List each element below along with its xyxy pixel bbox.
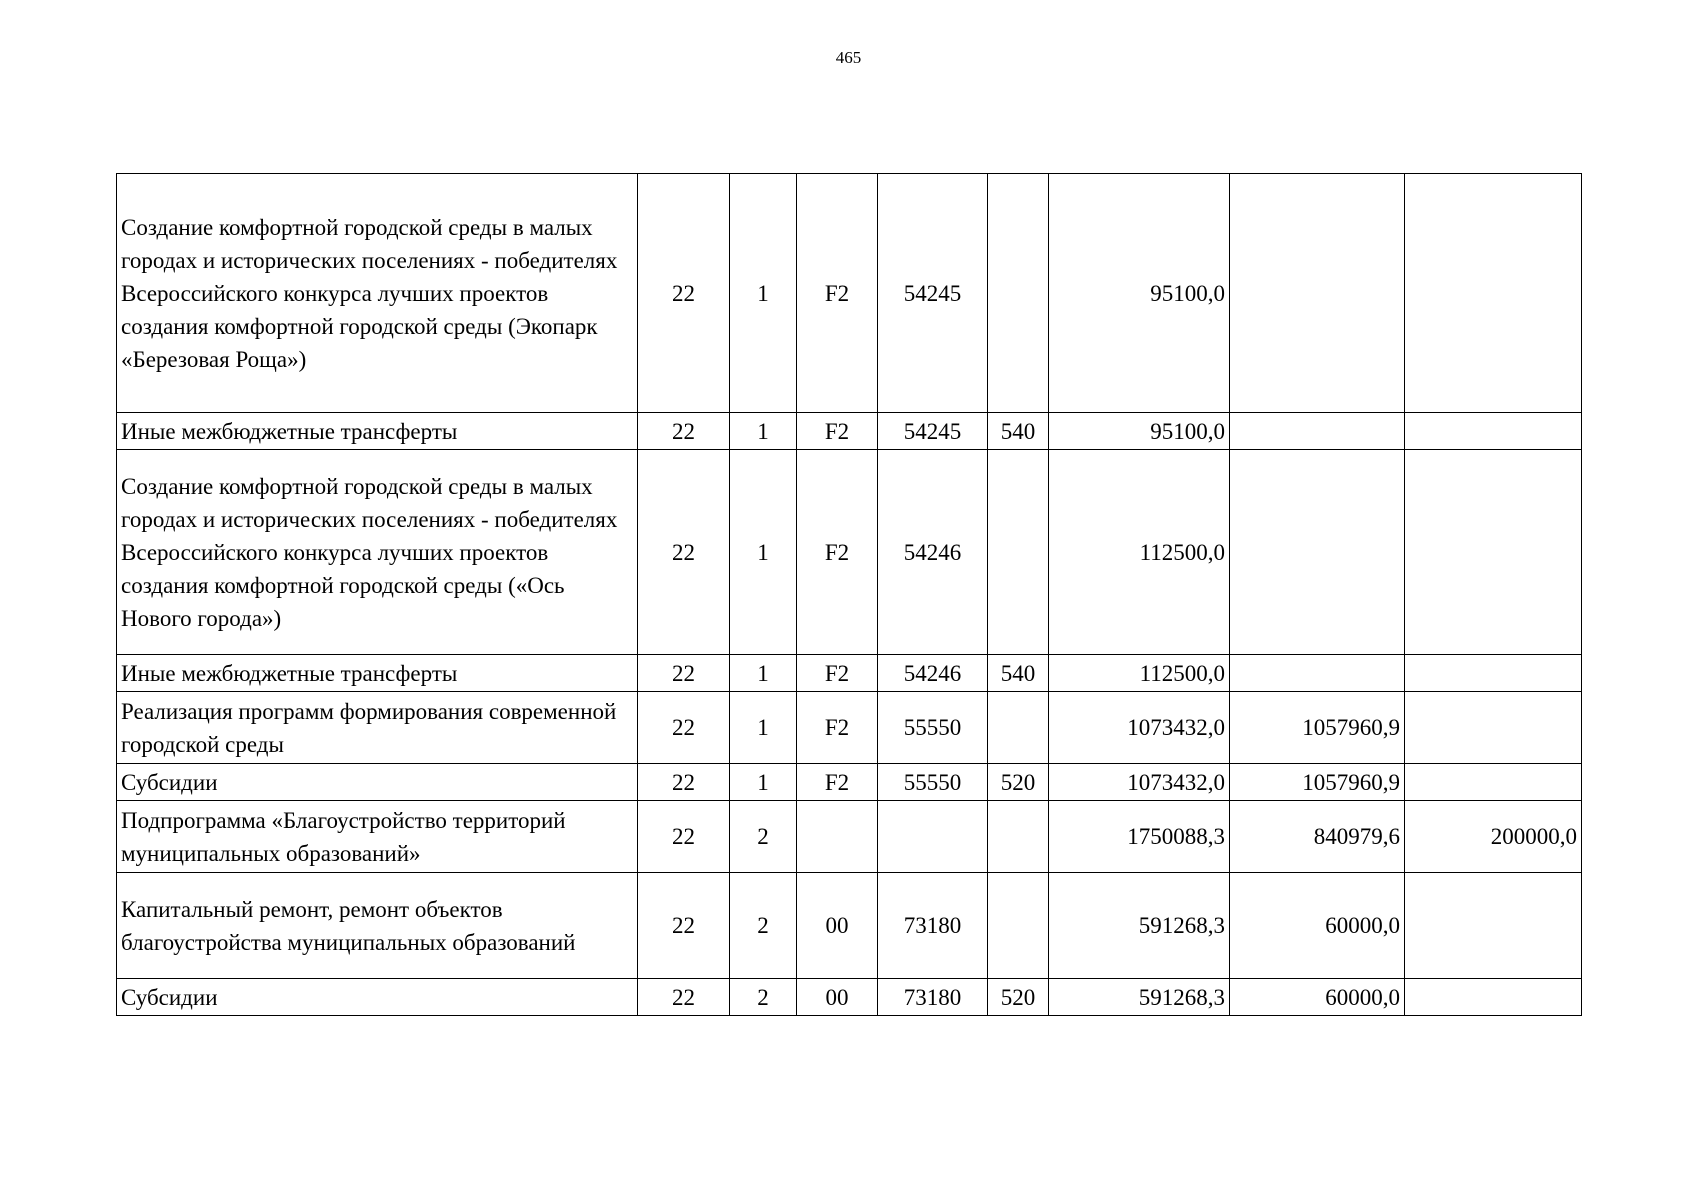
cell-code-1: 22 xyxy=(638,655,730,692)
cell-code-1: 22 xyxy=(638,174,730,413)
row-name: Подпрограмма «Благоустройство территорий муниципальных образований» xyxy=(117,801,638,873)
cell-code-5 xyxy=(988,692,1049,764)
cell-code-2: 1 xyxy=(730,655,797,692)
cell-code-2: 2 xyxy=(730,979,797,1016)
cell-value-2 xyxy=(1230,450,1405,655)
cell-code-5: 520 xyxy=(988,764,1049,801)
cell-value-3 xyxy=(1405,450,1582,655)
cell-value-2: 840979,6 xyxy=(1230,801,1405,873)
cell-code-1: 22 xyxy=(638,764,730,801)
cell-code-3: 00 xyxy=(797,873,878,979)
cell-value-1: 591268,3 xyxy=(1049,979,1230,1016)
cell-code-5: 540 xyxy=(988,655,1049,692)
cell-code-1: 22 xyxy=(638,413,730,450)
cell-code-2: 1 xyxy=(730,450,797,655)
cell-code-3: F2 xyxy=(797,764,878,801)
cell-value-3 xyxy=(1405,692,1582,764)
cell-code-3: F2 xyxy=(797,413,878,450)
cell-value-3 xyxy=(1405,174,1582,413)
cell-code-3: F2 xyxy=(797,174,878,413)
cell-code-5 xyxy=(988,873,1049,979)
cell-code-4: 54246 xyxy=(878,450,988,655)
cell-value-1: 1073432,0 xyxy=(1049,692,1230,764)
table-row xyxy=(117,450,1582,655)
cell-code-4: 73180 xyxy=(878,979,988,1016)
cell-value-1: 95100,0 xyxy=(1049,413,1230,450)
cell-code-1: 22 xyxy=(638,979,730,1016)
cell-code-2: 1 xyxy=(730,413,797,450)
cell-code-5 xyxy=(988,450,1049,655)
cell-value-1: 591268,3 xyxy=(1049,873,1230,979)
cell-value-2 xyxy=(1230,413,1405,450)
row-name: Создание комфортной городской среды в малых городах и исторических поселениях - победителях Всероссийского конкурса лучших проектов создания комфортной городской среды («Ось Нового города») xyxy=(117,450,638,655)
cell-code-4: 54245 xyxy=(878,174,988,413)
cell-code-3: F2 xyxy=(797,655,878,692)
cell-code-4: 55550 xyxy=(878,764,988,801)
row-name: Создание комфортной городской среды в малых городах и исторических поселениях - победителях Всероссийского конкурса лучших проектов создания комфортной городской среды (Экопарк «Березовая Роща») xyxy=(117,174,638,413)
row-name: Реализация программ формирования современной городской среды xyxy=(117,692,638,764)
cell-code-2: 2 xyxy=(730,801,797,873)
row-name: Субсидии xyxy=(117,979,638,1016)
cell-value-2 xyxy=(1230,174,1405,413)
budget-table xyxy=(116,173,1582,1016)
cell-code-5: 520 xyxy=(988,979,1049,1016)
cell-value-3 xyxy=(1405,655,1582,692)
table-row xyxy=(117,873,1582,979)
cell-value-1: 112500,0 xyxy=(1049,450,1230,655)
cell-value-2: 60000,0 xyxy=(1230,979,1405,1016)
cell-code-2: 1 xyxy=(730,174,797,413)
row-name: Капитальный ремонт, ремонт объектов благоустройства муниципальных образований xyxy=(117,873,638,979)
table-row xyxy=(117,979,1582,1016)
table-row xyxy=(117,764,1582,801)
cell-value-3 xyxy=(1405,764,1582,801)
cell-code-4: 73180 xyxy=(878,873,988,979)
cell-code-3: 00 xyxy=(797,979,878,1016)
cell-code-4: 54245 xyxy=(878,413,988,450)
cell-code-1: 22 xyxy=(638,692,730,764)
page-number: 465 xyxy=(835,48,862,67)
cell-code-1: 22 xyxy=(638,450,730,655)
cell-value-3 xyxy=(1405,979,1582,1016)
cell-value-1: 1073432,0 xyxy=(1049,764,1230,801)
row-name: Субсидии xyxy=(117,764,638,801)
cell-code-1: 22 xyxy=(638,873,730,979)
cell-code-3: F2 xyxy=(797,450,878,655)
cell-code-4: 55550 xyxy=(878,692,988,764)
cell-value-1: 95100,0 xyxy=(1049,174,1230,413)
cell-code-2: 1 xyxy=(730,764,797,801)
cell-code-3: F2 xyxy=(797,692,878,764)
cell-code-2: 1 xyxy=(730,692,797,764)
table-row xyxy=(117,801,1582,873)
cell-value-3: 200000,0 xyxy=(1405,801,1582,873)
cell-value-2: 60000,0 xyxy=(1230,873,1405,979)
cell-code-4: 54246 xyxy=(878,655,988,692)
table-row xyxy=(117,692,1582,764)
cell-code-3 xyxy=(797,801,878,873)
table-row xyxy=(117,174,1582,413)
cell-value-1: 112500,0 xyxy=(1049,655,1230,692)
row-name: Иные межбюджетные трансферты xyxy=(117,413,638,450)
cell-code-5 xyxy=(988,174,1049,413)
cell-value-3 xyxy=(1405,413,1582,450)
cell-value-2: 1057960,9 xyxy=(1230,764,1405,801)
cell-value-2 xyxy=(1230,655,1405,692)
table-row xyxy=(117,413,1582,450)
table-row xyxy=(117,655,1582,692)
cell-code-5 xyxy=(988,801,1049,873)
cell-code-5: 540 xyxy=(988,413,1049,450)
cell-value-1: 1750088,3 xyxy=(1049,801,1230,873)
row-name: Иные межбюджетные трансферты xyxy=(117,655,638,692)
cell-code-2: 2 xyxy=(730,873,797,979)
cell-code-4 xyxy=(878,801,988,873)
cell-code-1: 22 xyxy=(638,801,730,873)
cell-value-2: 1057960,9 xyxy=(1230,692,1405,764)
cell-value-3 xyxy=(1405,873,1582,979)
